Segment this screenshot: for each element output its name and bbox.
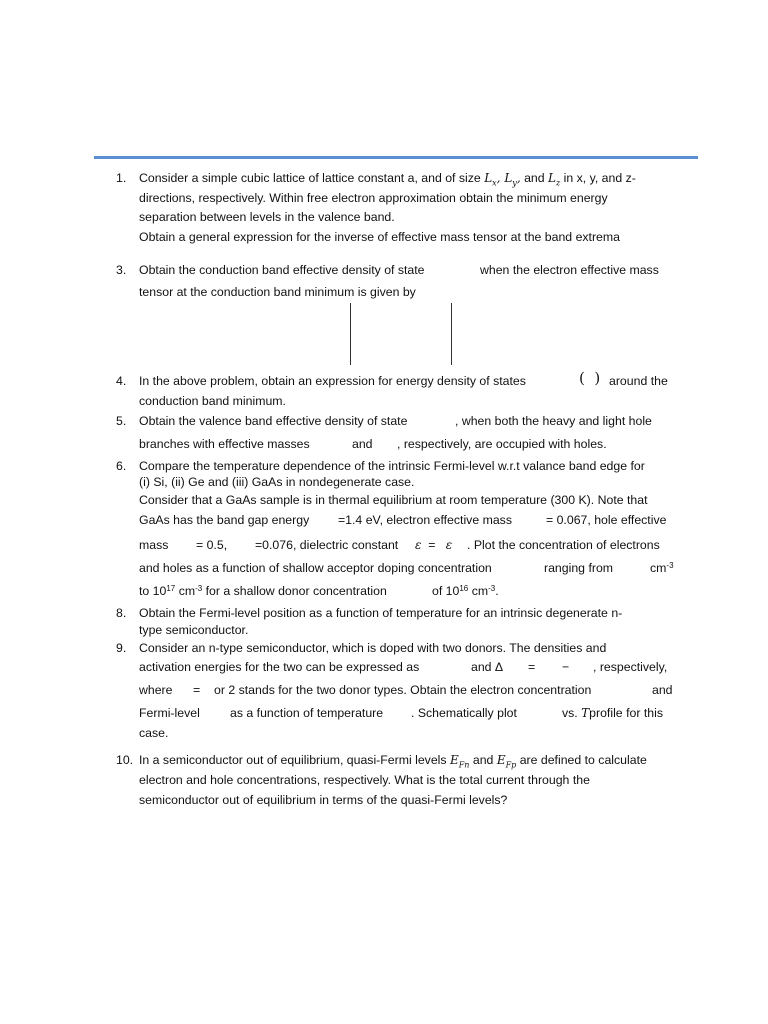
item-9-line-3d: and — [652, 683, 673, 697]
item-6-line-1: Compare the temperature dependence of the intrinsic Fermi-level w.r.t valance band edge for — [139, 459, 645, 473]
item-5-line-2a: branches with effective masses — [139, 437, 310, 451]
item-4-line-1a: In the above problem, obtain an expression for energy density of states — [139, 374, 526, 388]
item-9-line-4a: Fermi-level — [139, 706, 200, 720]
item-5-line-2c: , respectively, are occupied with holes. — [397, 437, 607, 451]
item-9-line-2a: activation energies for the two can be expressed as — [139, 660, 420, 674]
item-number: 8. — [116, 606, 127, 620]
item-7-line-3c: =0.076, dielectric constant — [255, 538, 399, 552]
item-9-line-4d: vs. Tprofile for this — [562, 706, 663, 720]
item-9-line-3a: where — [139, 683, 173, 697]
item-9-line-3b: = — [193, 683, 201, 697]
item-number: 10. — [116, 753, 134, 767]
item-number: 1. — [116, 171, 127, 185]
item-9-line-2e: , respectively, — [593, 660, 668, 674]
item-4-line-2: conduction band minimum. — [139, 394, 286, 408]
item-1-line-3: separation between levels in the valence band. — [139, 210, 395, 224]
matrix-right-bracket — [451, 303, 452, 365]
item-1-line-1: Consider a simple cubic lattice of lattice constant a, and of size $L_x$, $L_y$, and $L_z$ in x, y, and z- — [139, 171, 636, 188]
matrix-left-bracket — [350, 303, 351, 365]
item-6-line-2: (i) Si, (ii) Ge and (iii) GaAs in nondegenerate case. — [139, 475, 415, 489]
item-9-line-2c: = — [528, 660, 536, 674]
item-7-line-5a: to $10^{17}$ $cm^{-3}$ for a shallow donor concentration — [139, 584, 387, 598]
item-3-line-1a: Obtain the conduction band effective density of state — [139, 263, 425, 277]
item-10-line-3: semiconductor out of equilibrium in terms of the quasi-Fermi levels? — [139, 793, 508, 807]
item-10-line-1: In a semiconductor out of equilibrium, quasi-Fermi levels $E_{Fn}$ and $E_{Fp}$ are defined to calculate — [139, 753, 647, 770]
item-number: 3. — [116, 263, 127, 277]
item-7-line-4b: ranging from — [544, 561, 614, 575]
item-10-line-2: electron and hole concentrations, respectively. What is the total current through the — [139, 773, 590, 787]
item-7-line-5b: of $10^{16}$ $cm^{-3}$. — [432, 584, 499, 598]
item-7-line-3a: mass — [139, 538, 169, 552]
item-9-line-3c: or 2 stands for the two donor types. Obtain the electron concentration — [214, 683, 592, 697]
item-7-line-2b: =1.4 eV, electron effective mass — [338, 513, 512, 527]
item-8-line-1: Obtain the Fermi-level position as a function of temperature for an intrinsic degenerate n- — [139, 606, 623, 620]
item-1-line-4: Obtain a general expression for the inverse of effective mass tensor at the band extrema — [139, 230, 620, 244]
dielectric-expr: ε = ε — [415, 538, 453, 552]
item-7-line-2c: = 0.067, hole effective — [546, 513, 667, 527]
item-7-line-1: Consider that a GaAs sample is in thermal equilibrium at room temperature (300 K). Note that — [139, 493, 648, 507]
item-5-line-1a: Obtain the valence band effective density of state — [139, 414, 408, 428]
item-number: 4. — [116, 374, 127, 388]
item-3-line-1b: when the electron effective mass — [480, 263, 659, 277]
item-3-line-2: tensor at the conduction band minimum is given by — [139, 285, 416, 299]
item-9-line-1: Consider an n-type semiconductor, which is doped with two donors. The densities and — [139, 641, 607, 655]
item-number: 9. — [116, 641, 127, 655]
item-7-line-3b: = 0.5, — [196, 538, 228, 552]
item-7-line-3d: . Plot the concentration of electrons — [467, 538, 660, 552]
item-number: 6. — [116, 459, 127, 473]
item-7-line-4a: and holes as a function of shallow acceptor doping concentration — [139, 561, 492, 575]
item-number: 5. — [116, 414, 127, 428]
item-4-parens: ( ) — [579, 369, 601, 387]
item-9-line-4b: as a function of temperature — [230, 706, 384, 720]
header-rule — [94, 156, 698, 159]
item-9-line-4c: . Schematically plot — [411, 706, 517, 720]
item-7-line-4c: $cm^{-3}$ — [650, 561, 674, 575]
item-4-line-1b: around the — [609, 374, 668, 388]
item-7-line-2a: GaAs has the band gap energy — [139, 513, 310, 527]
item-5-line-2b: and — [352, 437, 373, 451]
item-5-line-1b: , when both the heavy and light hole — [455, 414, 652, 428]
item-9-line-5: case. — [139, 726, 169, 740]
item-9-line-2d: − — [562, 660, 570, 674]
item-8-line-2: type semiconductor. — [139, 623, 249, 637]
item-1-line-2: directions, respectively. Within free electron approximation obtain the minimum energy — [139, 191, 608, 205]
item-9-line-2b: and Δ — [471, 660, 504, 674]
